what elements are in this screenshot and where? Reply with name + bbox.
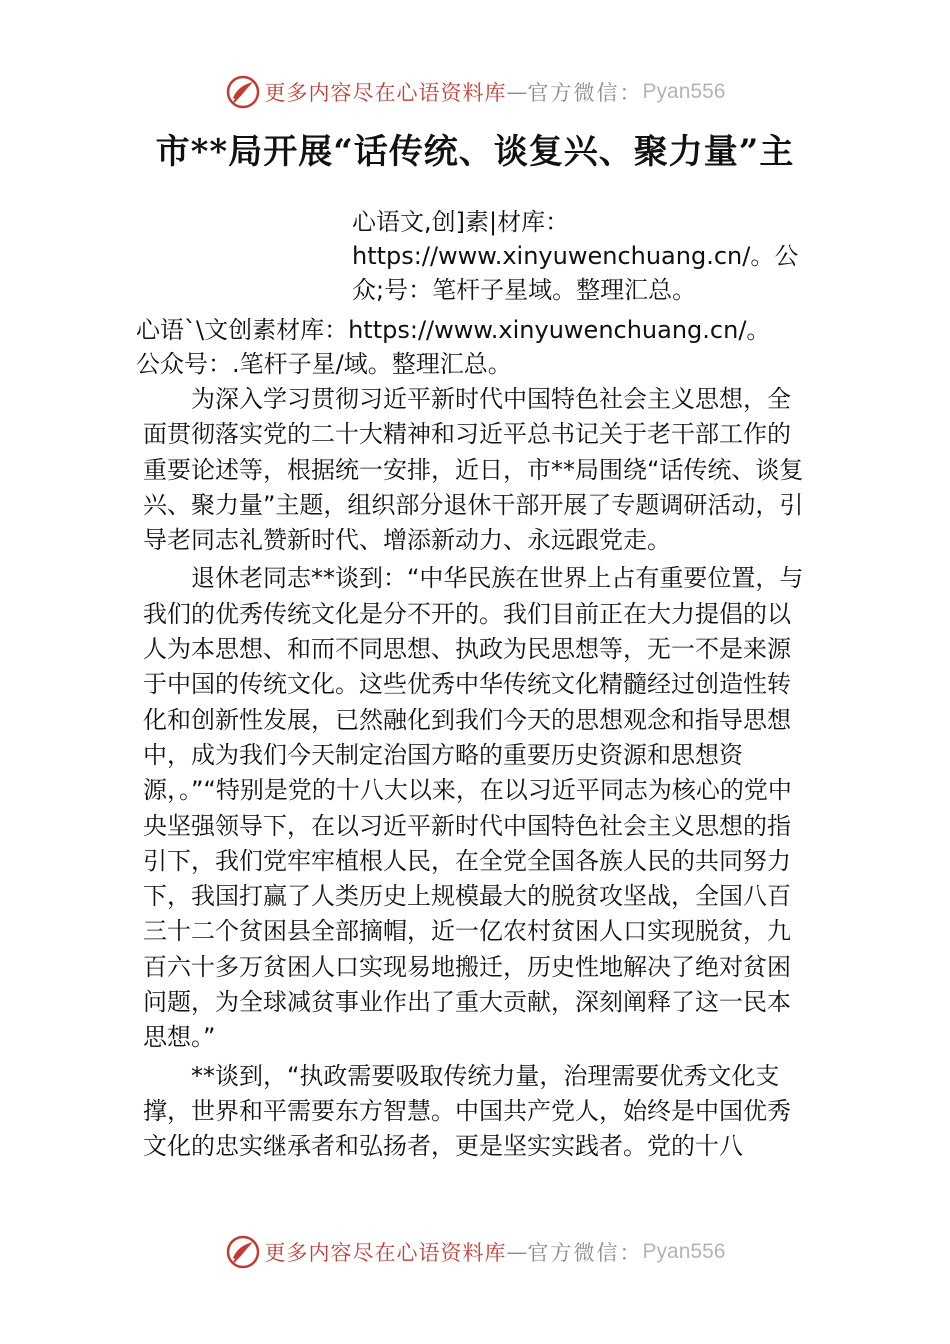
source-line-2: 公众号：.笔杆子星/域。整理汇总。 — [136, 350, 512, 378]
paragraph-3: **谈到，“执政需要吸取传统力量，治理需要优秀文化支撑，世界和平需要东方智慧。中国共产党人，始终是中国优秀文化的忠实继承者和弘扬者，更是坚实实践者。党的十八 — [143, 1061, 791, 1161]
watermark-text: 更多内容尽在心语资料库 — [264, 81, 507, 105]
document-title: 市**局开展“话传统、谈复兴、聚力量”主 — [155, 132, 795, 172]
watermark-wechat-label: 官方微信： — [527, 81, 643, 105]
watermark-banner-top — [0, 70, 950, 114]
document-body — [143, 382, 811, 1165]
watermark-text: 更多内容尽在心语资料库 — [264, 1241, 507, 1265]
watermark-wechat-id: Pyan556 — [642, 1240, 726, 1263]
watermark-separator: — — [506, 1240, 528, 1264]
watermark-wechat-id: Pyan556 — [642, 80, 726, 103]
book-quill-logo-icon — [225, 74, 261, 110]
source-note: 心语文,创]素|材库：https://www.xinyuwenchuang.cn/。公众;号：笔杆子星域。整理汇总。 — [352, 208, 799, 304]
watermark-wechat-label: 官方微信： — [527, 1241, 643, 1265]
book-quill-logo-icon — [225, 1234, 261, 1270]
paragraph-2: 退休老同志**谈到：“中华民族在世界上占有重要位置，与我们的优秀传统文化是分不开的。我们目前正在大力提倡的以人为本思想、和而不同思想、执政为民思想等，无一不是来源于中国的传统文化。这些优秀中华传统文化精髓经过创造性转化和创新性发展，已然融化到我们今天的思想观念和指导思想中，成为我们今天制定治国方略的重要历史资源和思想资源，。”“特别是党的十八大以来，在以习近平同志为核心的党中央坚强领导下，在以习近平新时代中国特色社会主义思想的指引下，我们党牢牢植根人民，在全党全国各族人民的共同努力下，我国打赢了人类历史上规模最大的脱贫攻坚战，全国八百三十二个贫困县全部摘帽，近一亿农村贫困人口实现脱贫，九百六十多万贫困人口实现易地搬迁，历史性地解决了绝对贫困问题，为全球减贫事业作出了重大贡献，深刻阐释了这一民本思想。” — [143, 564, 804, 1052]
source-line-1: 心语`\文创素材库：https://www.xinyuwenchuang.cn/。 — [136, 316, 771, 344]
watermark-banner-bottom — [0, 1230, 950, 1274]
paragraph-1: 为深入学习贯彻习近平新时代中国特色社会主义思想，全面贯彻落实党的二十大精神和习近平总书记关于老干部工作的重要论述等，根据统一安排，近日，市**局围绕“话传统、谈复兴、聚力量”主题，组织部分退休干部开展了专题调研活动，引导老同志礼赞新时代、增添新动力、永远跟党走。 — [143, 385, 804, 555]
watermark-separator: — — [506, 80, 528, 104]
